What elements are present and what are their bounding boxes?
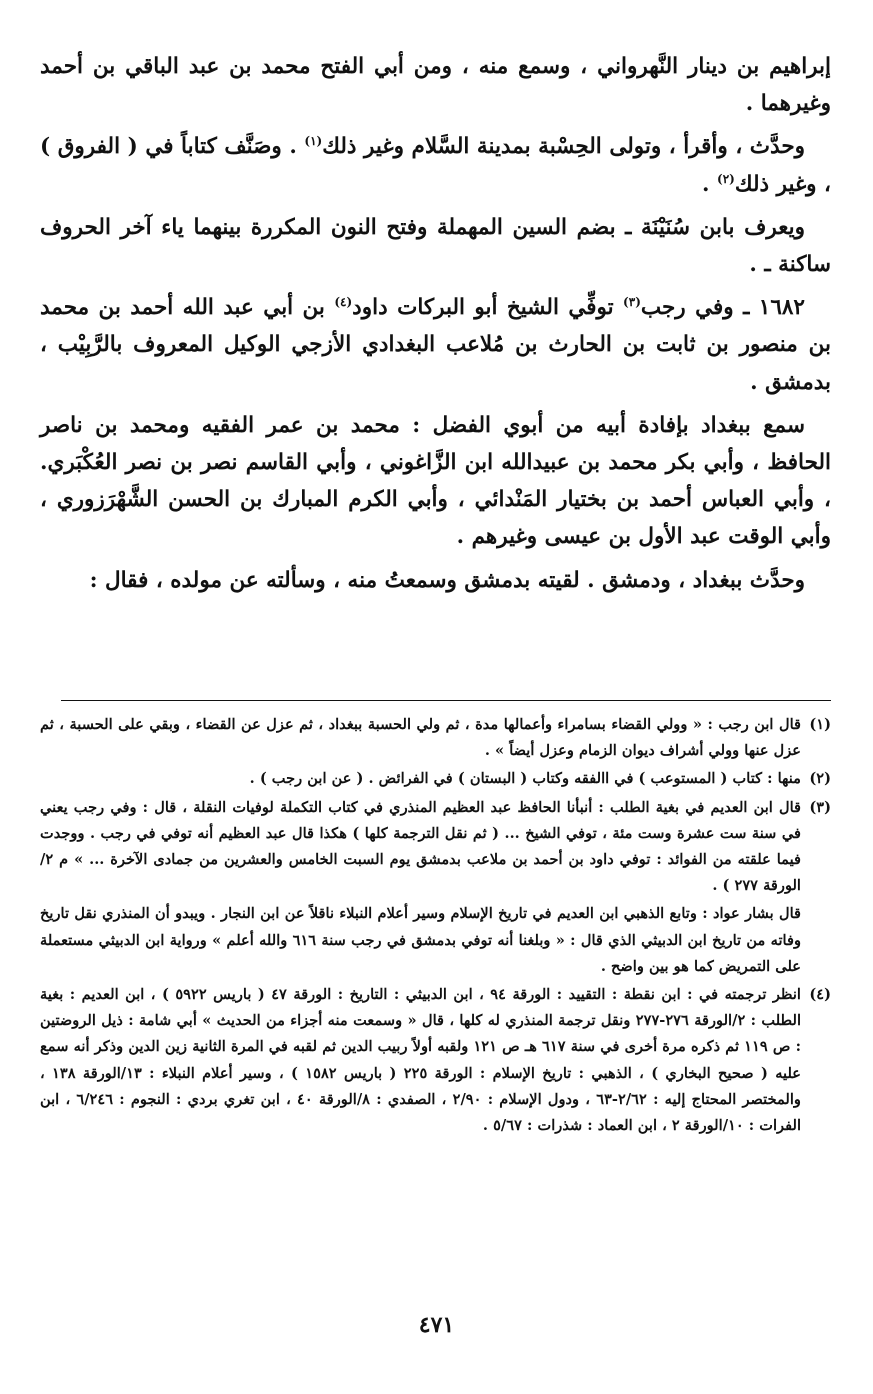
entry-text: توفِّي الشيخ أبو البركات داود [352,295,624,321]
footnote-divider [61,700,831,701]
footnote-text: قال ابن العديم في بغية الطلب : أنبأنا الحافظ عبد العظيم المنذري في كتاب التكملة لوفيات النقلة ، قال : وفي رجب يعني في سنة ست عشرة وست مئة ، توفي الشيخ ... ( ثم نقل الترجمة كلها ) هكذا قال عبد العظيم أنه توفي في رجب . ووجدت فيما علقته من الفوائد : توفي داود بن أحمد بن ملاعب بدمشق يوم السبت الخامس والعشرين من جمادى الآخرة ... » م ٢/الورقة ٢٧٧ ) . [40,798,801,895]
footnote-text: منها : كتاب ( المستوعب ) في االفقه وكتاب ( البستان ) في الفرائض . ( عن ابن رجب ) . [249,770,801,788]
entry-number: ١٦٨٢ [758,295,805,321]
footnote-ref-2[interactable]: (٢) [717,171,735,186]
footnote-marker: (١) [809,716,831,733]
paragraph-narration: وحدَّث ببغداد ، ودمشق . لقيته بدمشق وسمعتُ منه ، وسألته عن مولده ، فقال : [89,567,805,593]
footnote-ref-3[interactable]: (٣) [623,295,641,310]
footnote-3-continuation: قال بشار عواد : وتابع الذهبي ابن العديم في تاريخ الإسلام وسير أعلام النبلاء ناقلاً عن ابن النجار . ويبدو أن المنذري نقل تاريخ وفاته من تاريخ ابن الدبيثي الذي قال : « وبلغنا أنه توفي بدمشق في رجب سنة ٦١٦ والله أعلم » ورواية ابن الدبيثي مستعملة على التمريض كما هو بين واضح . [40,905,802,975]
paragraph-hadith-hisba [40,128,831,202]
paragraph-continuation: إبراهيم بن دينار النَّهرواني ، وسمع منه ، ومن أبي الفتح محمد بن عبد الباقي بن أحمد وغيرهما . [40,54,831,117]
paragraph-teachers: سمع ببغداد بإفادة أبيه من أبوي الفضل : محمد بن عمر الفقيه ومحمد بن ناصر الحافظ ، وأبي بكر محمد بن عبيدالله ابن الزَّاغوني ، وأبي القاسم نصر بن نصر العُكْبَري. ، وأبي العباس أحمد بن بختيار المَنْدائي ، وأبي الكرم المبارك بن الحسن الشَّهْرَزوري ، وأبي الوقت عبد الأول بن عيسى وغيرهم . [40,412,831,550]
footnote-marker: (٣) [809,798,831,816]
main-text [40,48,831,605]
paragraph-text: . [702,171,718,197]
footnote-2 [40,766,831,792]
footnotes [40,712,831,1141]
footnote-1 [40,712,831,764]
paragraph-text: وحدَّث ، وأقرأ ، وتولى الحِسْبة بمدينة السَّلام وغير ذلك [322,134,805,160]
footnote-3 [40,795,831,900]
paragraph-text: . وصَنَّف كتاباً في ( الفروق ) ، وغير ذلك [40,134,831,197]
footnote-text: قال ابن رجب : « وولي القضاء بسامراء وأعمالها مدة ، ثم ولي الحسبة ببغداد ، ثم عزل عن القضاء ، وبقي على الحسبة ، ثم عزل عنها وولي أشراف ديوان الزمام وعزل أيضاً » . [40,716,801,760]
page-number: ٤٧١ [418,1312,455,1338]
entry-text: بن أبي عبد الله أحمد بن محمد بن منصور بن ثابت بن الحارث بن مُلاعب البغدادي الأزجي الوكيل المعروف بالرَّبِيْب ، بدمشق . [40,295,831,395]
footnote-ref-4[interactable]: (٤) [334,295,353,310]
footnote-marker: (٢) [809,770,831,788]
entry-text: ـ وفي رجب [640,295,759,321]
footnote-ref-1[interactable]: (١) [304,134,323,149]
entry-heading [40,289,831,401]
paragraph-nisba: ويعرف بابن سُنَيْنَة ـ بضم السين المهملة وفتح النون المكررة بينهما ياء آخر الحروف ساكنة ـ . [40,214,831,278]
footnote-marker: (٤) [809,986,831,1004]
footnote-text: انظر ترجمته في : ابن نقطة : التقييد : الورقة ٩٤ ، ابن الدبيثي : التاريخ : الورقة ٤٧ ( باريس ٥٩٢٢ ) ، ابن العديم : بغية الطلب : ٢/الورقة ٢٧٦-٢٧٧ ونقل ترجمة المنذري له كلها ، قال « وسمعت منه أجزاء من الحديث » أبي شامة : ذيل الروضتين : ص ١١٩ ثم ذكره مرة أخرى في سنة ٦١٧ هـ ص ١٢١ ولقبه أولاً ربيب الدين ثم لقبه في المرة الثانية زين الدين وذكر أنه سمع عليه ( صحيح البخاري ) ، الذهبي : تاريخ الإسلام : الورقة ٢٢٥ ( باريس ١٥٨٢ ) ، وسير أعلام النبلاء : ١٣/الورقة ١٣٨ ، والمختصر المحتاج إليه : ٢/٦٢-٦٣ ، ودول الإسلام : ٢/٩٠ ، الصفدي : ٨/الورقة ٤٠ ، ابن تغري بردي : النجوم : ٦/٢٤٦ ، ابن الفرات : ١٠/الورقة ٢ ، ابن العماد : شذرات : ٥/٦٧ . [40,986,802,1135]
footnote-4 [40,982,831,1139]
